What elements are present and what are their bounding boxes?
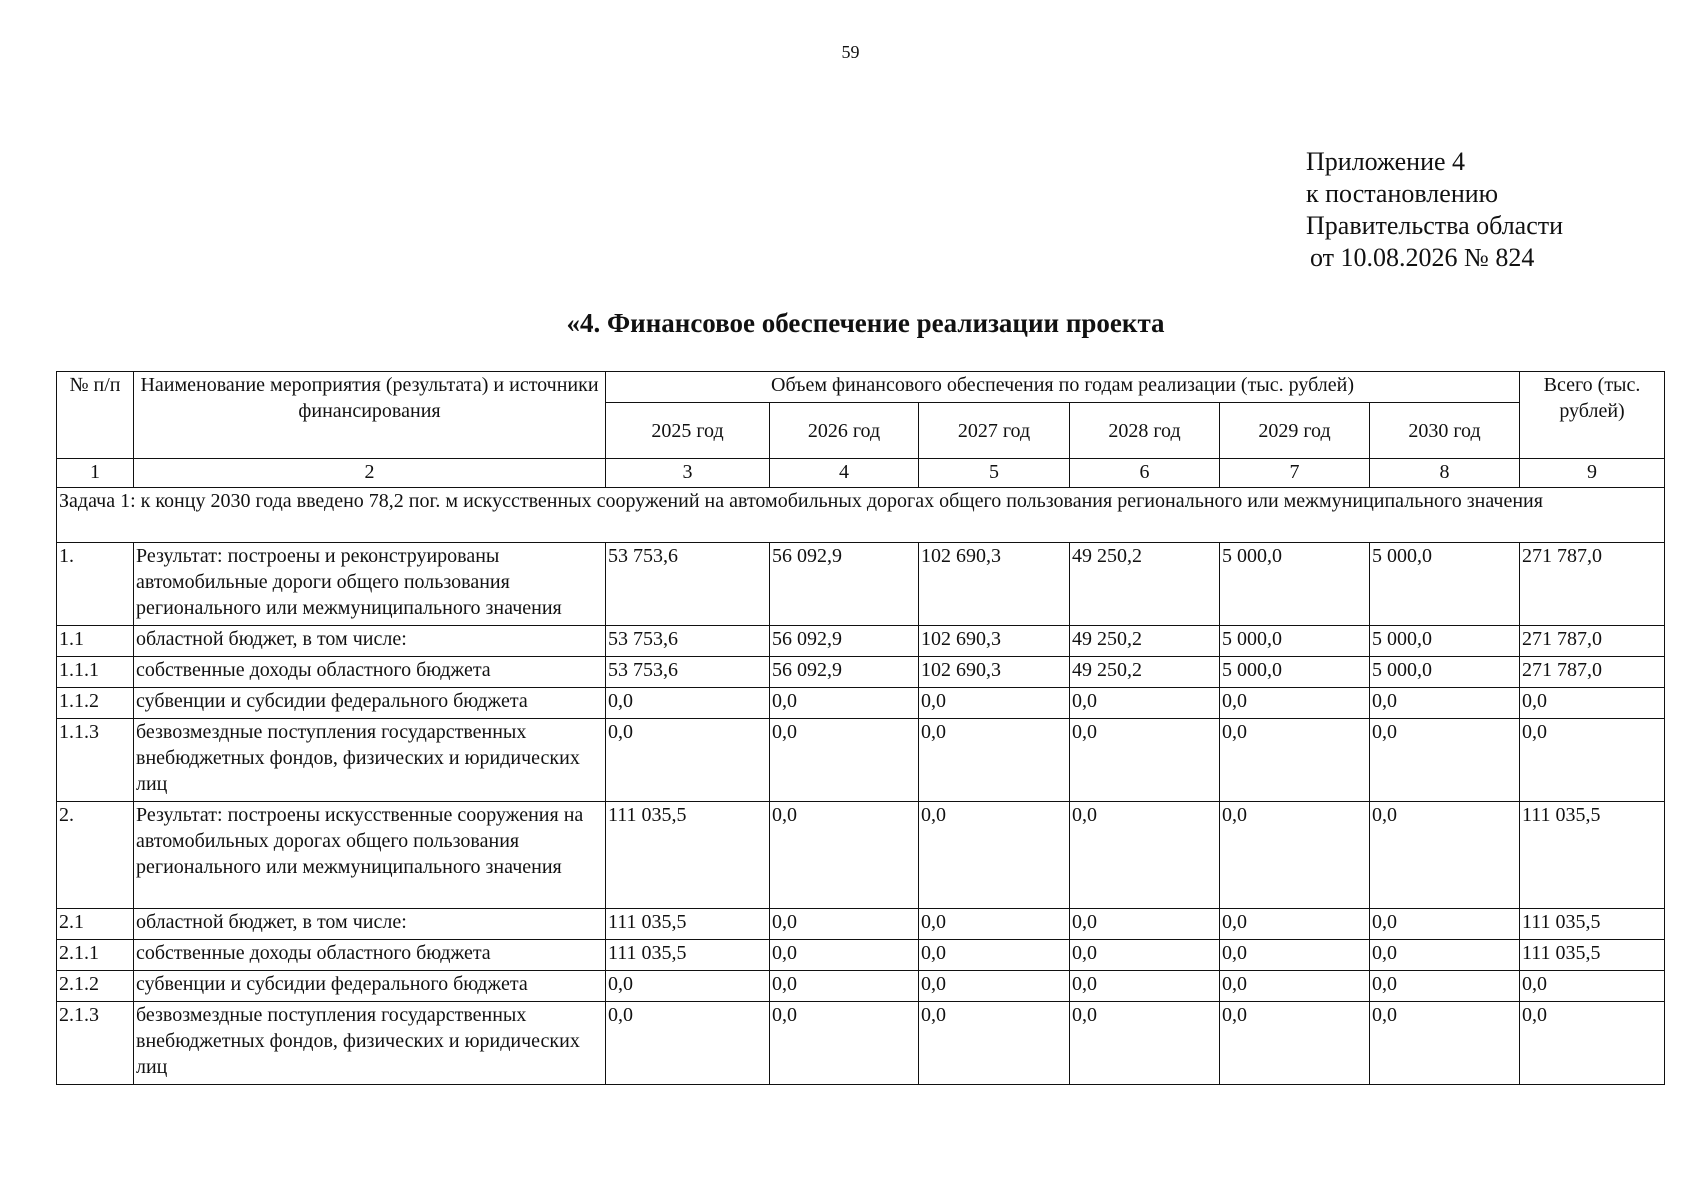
row-value: 0,0 — [1070, 940, 1220, 971]
row-total: 0,0 — [1520, 1002, 1665, 1085]
row-value: 0,0 — [1370, 802, 1520, 909]
row-value: 49 250,2 — [1070, 543, 1220, 626]
row-value: 53 753,6 — [606, 543, 770, 626]
row-value: 0,0 — [606, 1002, 770, 1085]
row-value: 0,0 — [1070, 719, 1220, 802]
row-value: 0,0 — [1370, 971, 1520, 1002]
row-value: 56 092,9 — [770, 657, 919, 688]
row-total: 111 035,5 — [1520, 909, 1665, 940]
row-value: 111 035,5 — [606, 909, 770, 940]
table-row — [57, 657, 1665, 688]
row-number: 2.1.1 — [57, 940, 134, 971]
row-number: 2. — [57, 802, 134, 909]
row-value: 0,0 — [1070, 802, 1220, 909]
row-number: 1.1 — [57, 626, 134, 657]
row-value: 0,0 — [770, 971, 919, 1002]
row-value: 49 250,2 — [1070, 626, 1220, 657]
column-number: 5 — [919, 459, 1070, 488]
row-total: 111 035,5 — [1520, 802, 1665, 909]
row-value: 0,0 — [1220, 909, 1370, 940]
column-number: 2 — [134, 459, 606, 488]
column-number: 9 — [1520, 459, 1665, 488]
row-value: 111 035,5 — [606, 940, 770, 971]
row-value: 0,0 — [1370, 688, 1520, 719]
row-total: 271 787,0 — [1520, 657, 1665, 688]
row-value: 0,0 — [1220, 940, 1370, 971]
row-name: безвозмездные поступления государственных внебюджетных фондов, физических и юридических лиц — [134, 1002, 606, 1085]
row-total: 271 787,0 — [1520, 626, 1665, 657]
row-number: 1.1.2 — [57, 688, 134, 719]
row-total: 0,0 — [1520, 719, 1665, 802]
row-name: субвенции и субсидии федерального бюджета — [134, 971, 606, 1002]
row-value: 0,0 — [1220, 719, 1370, 802]
row-value: 53 753,6 — [606, 626, 770, 657]
column-number: 7 — [1220, 459, 1370, 488]
row-value: 0,0 — [770, 940, 919, 971]
header-name: Наименование мероприятия (результата) и источники финансирования — [134, 372, 606, 459]
column-number: 6 — [1070, 459, 1220, 488]
row-value: 56 092,9 — [770, 543, 919, 626]
row-value: 102 690,3 — [919, 626, 1070, 657]
table-row — [57, 909, 1665, 940]
header-num: № п/п — [57, 372, 134, 459]
row-number: 1. — [57, 543, 134, 626]
row-value: 0,0 — [770, 688, 919, 719]
header-volume: Объем финансового обеспечения по годам реализации (тыс. рублей) — [606, 372, 1520, 403]
row-value: 0,0 — [919, 802, 1070, 909]
row-value: 0,0 — [1370, 719, 1520, 802]
row-value: 0,0 — [1220, 688, 1370, 719]
task-text: Задача 1: к концу 2030 года введено 78,2 пог. м искусственных сооружений на автомобильных дорогах общего пользования регионального или межмуниципального значения — [57, 488, 1665, 543]
document-title: «4. Финансовое обеспечение реализации проекта — [566, 308, 1165, 338]
column-number: 1 — [57, 459, 134, 488]
row-name: собственные доходы областного бюджета — [134, 657, 606, 688]
table-row — [57, 971, 1665, 1002]
row-value: 0,0 — [770, 719, 919, 802]
row-name: Результат: построены искусственные сооружения на автомобильных дорогах общего пользования регионального или межмуниципального значения — [134, 802, 606, 909]
row-number: 2.1.2 — [57, 971, 134, 1002]
column-number: 3 — [606, 459, 770, 488]
row-total: 111 035,5 — [1520, 940, 1665, 971]
row-value: 0,0 — [770, 802, 919, 909]
row-value: 0,0 — [1070, 971, 1220, 1002]
row-value: 5 000,0 — [1370, 543, 1520, 626]
row-value: 0,0 — [919, 719, 1070, 802]
row-value: 102 690,3 — [919, 657, 1070, 688]
row-value: 49 250,2 — [1070, 657, 1220, 688]
row-number: 1.1.3 — [57, 719, 134, 802]
header-year: 2027 год — [919, 403, 1070, 459]
table-row — [57, 1002, 1665, 1085]
table-row — [57, 940, 1665, 971]
header-year: 2028 год — [1070, 403, 1220, 459]
row-value: 0,0 — [919, 971, 1070, 1002]
row-number: 1.1.1 — [57, 657, 134, 688]
row-value: 0,0 — [919, 1002, 1070, 1085]
row-name: областной бюджет, в том числе: — [134, 626, 606, 657]
row-name: собственные доходы областного бюджета — [134, 940, 606, 971]
row-value: 0,0 — [770, 909, 919, 940]
row-total: 0,0 — [1520, 971, 1665, 1002]
row-value: 0,0 — [1370, 1002, 1520, 1085]
appendix-line-3: Правительства области — [1306, 211, 1564, 240]
header-year: 2030 год — [1370, 403, 1520, 459]
page-number: 59 — [841, 42, 860, 62]
financing-table — [56, 371, 1665, 1085]
row-value: 5 000,0 — [1220, 657, 1370, 688]
row-value: 0,0 — [919, 909, 1070, 940]
table-row — [57, 626, 1665, 657]
table-row — [57, 688, 1665, 719]
row-value: 5 000,0 — [1370, 626, 1520, 657]
row-value: 5 000,0 — [1220, 543, 1370, 626]
row-name: субвенции и субсидии федерального бюджета — [134, 688, 606, 719]
header-year: 2029 год — [1220, 403, 1370, 459]
appendix-line-1: Приложение 4 — [1306, 147, 1466, 176]
row-name: безвозмездные поступления государственных внебюджетных фондов, физических и юридических лиц — [134, 719, 606, 802]
row-value: 0,0 — [919, 940, 1070, 971]
row-name: Результат: построены и реконструированы автомобильные дороги общего пользования регионального или межмуниципального значения — [134, 543, 606, 626]
row-value: 5 000,0 — [1220, 626, 1370, 657]
table-row — [57, 719, 1665, 802]
row-value: 102 690,3 — [919, 543, 1070, 626]
row-value: 0,0 — [606, 719, 770, 802]
row-value: 0,0 — [1370, 909, 1520, 940]
row-value: 0,0 — [919, 688, 1070, 719]
row-value: 0,0 — [1220, 802, 1370, 909]
table-row — [57, 802, 1665, 909]
row-value: 0,0 — [606, 971, 770, 1002]
task-row — [57, 488, 1665, 543]
row-value: 5 000,0 — [1370, 657, 1520, 688]
row-value: 53 753,6 — [606, 657, 770, 688]
row-value: 0,0 — [1220, 971, 1370, 1002]
header-year: 2026 год — [770, 403, 919, 459]
column-number: 8 — [1370, 459, 1520, 488]
row-number: 2.1 — [57, 909, 134, 940]
table-row — [57, 543, 1665, 626]
row-name: областной бюджет, в том числе: — [134, 909, 606, 940]
row-value: 0,0 — [770, 1002, 919, 1085]
column-number: 4 — [770, 459, 919, 488]
column-numbers-row — [57, 459, 1665, 488]
row-total: 271 787,0 — [1520, 543, 1665, 626]
header-year: 2025 год — [606, 403, 770, 459]
header-total: Всего (тыс. рублей) — [1520, 372, 1665, 459]
row-value: 0,0 — [1070, 909, 1220, 940]
row-value: 0,0 — [1370, 940, 1520, 971]
appendix-block — [1306, 146, 1563, 274]
row-value: 0,0 — [1070, 1002, 1220, 1085]
row-value: 0,0 — [1220, 1002, 1370, 1085]
row-total: 0,0 — [1520, 688, 1665, 719]
row-value: 56 092,9 — [770, 626, 919, 657]
appendix-line-2: к постановлению — [1306, 179, 1499, 208]
row-value: 111 035,5 — [606, 802, 770, 909]
row-number: 2.1.3 — [57, 1002, 134, 1085]
row-value: 0,0 — [1070, 688, 1220, 719]
row-value: 0,0 — [606, 688, 770, 719]
appendix-line-4: от 10.08.2026 № 824 — [1310, 243, 1535, 272]
